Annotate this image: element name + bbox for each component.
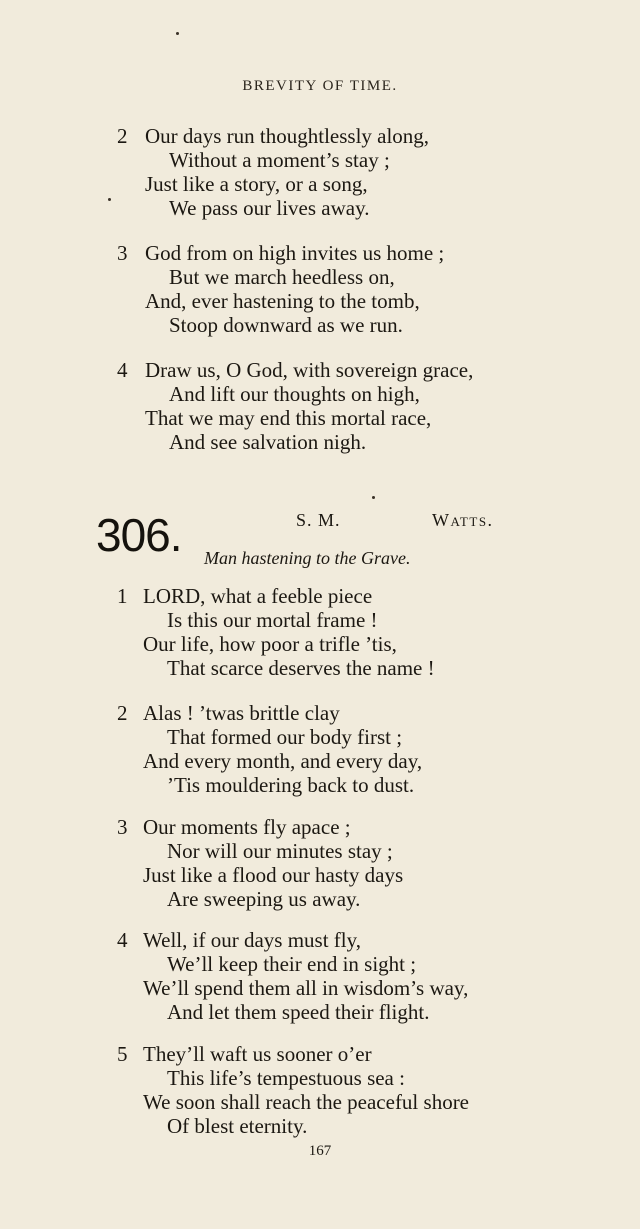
ink-speck [176,32,179,35]
verse-line: ’Tis mouldering back to dust. [167,773,415,797]
verse-line: That scarce deserves the name ! [167,656,435,680]
verse-line: God from on high invites us home ; [145,241,445,265]
page-number: 167 [308,1143,332,1159]
verse-line: Of blest eternity. [167,1114,308,1138]
hymn-meter: S. M. [296,510,341,530]
stanza-number: 5 [117,1042,128,1066]
verse-line: Are sweeping us away. [167,887,361,911]
verse-line: We soon shall reach the peaceful shore [143,1090,470,1114]
hymn-author: Watts. [432,510,494,530]
verse-line: We’ll spend them all in wisdom’s way, [143,976,469,1000]
verse-line: And every month, and every day, [143,749,423,773]
verse-line: That formed our body first ; [167,725,403,749]
verse-line: Alas ! ’twas brittle clay [143,701,340,725]
ink-speck [108,198,111,201]
verse-line: Our days run thoughtlessly along, [145,124,430,148]
verse-line: Without a moment’s stay ; [169,148,390,172]
stanza-number: 3 [117,815,128,839]
stanza-number: 2 [117,124,128,148]
verse-line: Just like a story, or a song, [145,172,368,196]
hymn-number: 306. [96,509,182,561]
stanza-number: 4 [117,928,128,952]
verse-line: But we march heedless on, [169,265,395,289]
verse-line: Stoop downward as we run. [169,313,403,337]
ink-speck [372,496,375,499]
verse-line: And, ever hastening to the tomb, [145,289,420,313]
verse-line: And see salvation nigh. [169,430,367,454]
verse-line: And lift our thoughts on high, [169,382,420,406]
verse-line: Our moments fly apace ; [143,815,351,839]
verse-line: And let them speed their flight. [167,1000,430,1024]
verse-line: Well, if our days must fly, [143,928,361,952]
stanza-number: 1 [117,584,128,608]
verse-line: LORD, what a feeble piece [143,584,373,608]
verse-line: They’ll waft us sooner o’er [143,1042,372,1066]
hymn-subtitle: Man hastening to the Grave. [204,548,411,568]
verse-line: Our life, how poor a trifle ’tis, [143,632,397,656]
verse-line: We pass our lives away. [169,196,370,220]
stanza-number: 3 [117,241,128,265]
running-head: BREVITY OF TIME. [242,78,398,94]
verse-line: Draw us, O God, with sovereign grace, [145,358,474,382]
verse-line: This life’s tempestuous sea : [167,1066,405,1090]
verse-line: Is this our mortal frame ! [167,608,378,632]
stanza-number: 2 [117,701,128,725]
verse-line: Nor will our minutes stay ; [167,839,393,863]
verse-line: We’ll keep their end in sight ; [167,952,417,976]
stanza-number: 4 [117,358,128,382]
verse-line: That we may end this mortal race, [145,406,432,430]
verse-line: Just like a flood our hasty days [143,863,404,887]
